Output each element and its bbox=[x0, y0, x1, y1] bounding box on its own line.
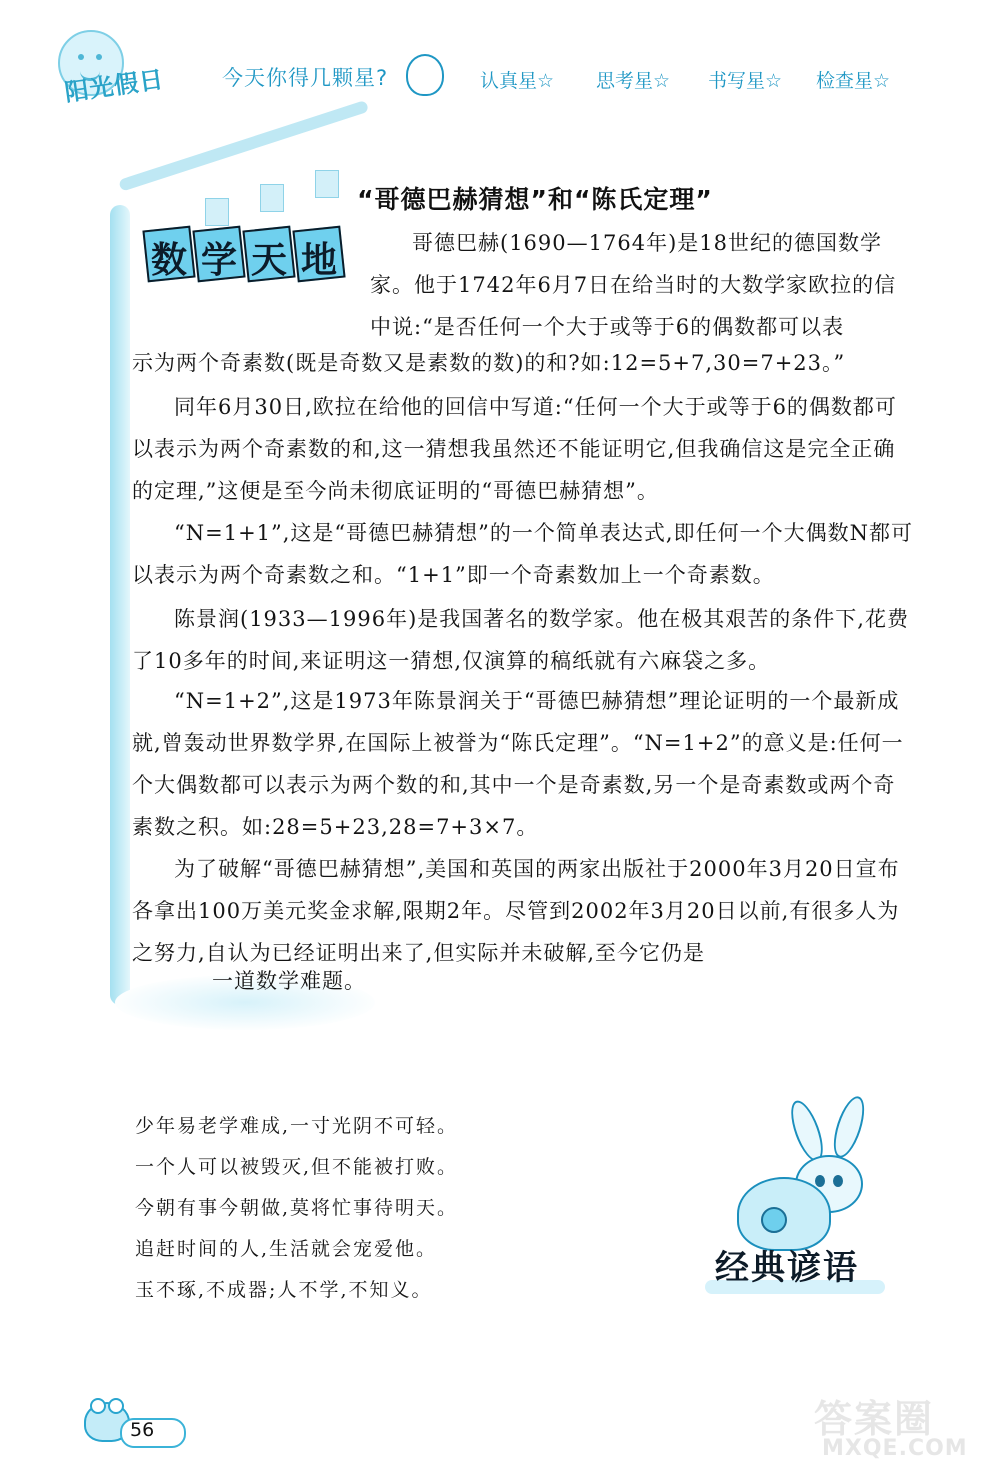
article-paragraph-3: “N=1+1”,这是“哥德巴赫猜想”的一个简单表达式,即任何一个大偶数N都可以表示为两个奇素数之和。“1+1”即一个奇素数加上一个奇素数。 bbox=[132, 521, 913, 587]
classic-proverbs-label: 经典谚语 bbox=[715, 1248, 859, 1288]
article-paragraph-2: 同年6月30日,欧拉在给他的回信中写道:“任何一个大于或等于6的偶数都可以表示为两个奇素数的和,这一猜想我虽然还不能证明它,但我确信这是完全正确的定理,”这便是至今尚未彻底证明的“哥德巴赫猜想”。 bbox=[132, 395, 897, 503]
proverb-item: 玉不琢,不成器;人不学,不知义。 bbox=[135, 1279, 433, 1301]
brand-title: 阳光假日 bbox=[62, 65, 166, 107]
proverb-item: 少年易老学难成,一寸光阴不可轻。 bbox=[135, 1115, 459, 1137]
watermark-url: MXQE.COM bbox=[822, 1436, 968, 1461]
section-badge bbox=[145, 228, 352, 288]
article-paragraph-4: 陈景润(1933—1996年)是我国著名的数学家。他在极其艰苦的条件下,花费了10多年的时间,来证明这一猜想,仅演算的稿纸就有六麻袋之多。 bbox=[132, 607, 909, 673]
star-rating-writing: 书写星☆ bbox=[708, 70, 783, 92]
decorative-tree-trunk bbox=[110, 205, 130, 1005]
article-paragraph-5: “N=1+2”,这是1973年陈景润关于“哥德巴赫猜想”理论证明的一个最新成就,曾轰动世界数学界,在国际上被誉为“陈氏定理”。“N=1+2”的意义是:任何一个大偶数都可以表示为两个数的和,其中一个是奇素数,另一个是奇素数或两个奇素数之积。如:28=5+23,28=7+3×7。 bbox=[132, 689, 904, 839]
watermark-logo bbox=[800, 1388, 995, 1463]
article-paragraph-6: 为了破解“哥德巴赫猜想”,美国和英国的两家出版社于2000年3月20日宣布各拿出100万美元奖金求解,限期2年。尽管到2002年3月20日以前,有很多人为之努力,自认为已经证明出来了,但实际并未破解,至今它仍是 bbox=[132, 857, 900, 965]
article-paragraph-1: 哥德巴赫(1690—1764年)是18世纪的德国数学家。他于1742年6月7日在给当时的大数学家欧拉的信中说:“是否任何一个大于或等于6的偶数都可以表 bbox=[370, 231, 897, 339]
page-header bbox=[0, 0, 1000, 120]
sun-eye-icon bbox=[78, 54, 84, 60]
article-title: “哥德巴赫猜想”和“陈氏定理” bbox=[357, 185, 713, 214]
article-paragraph-6-end: 一道数学难题。 bbox=[212, 969, 366, 993]
star-rating-checking: 检查星☆ bbox=[816, 70, 891, 92]
proverb-item: 今朝有事今朝做,莫将忙事待明天。 bbox=[135, 1197, 459, 1219]
section-title: 数学天地 bbox=[151, 240, 352, 281]
proverb-item: 追赶时间的人,生活就会宠爱他。 bbox=[135, 1238, 438, 1260]
doodle-face-icon bbox=[406, 54, 444, 96]
proverb-item: 一个人可以被毁灭,但不能被打败。 bbox=[135, 1156, 459, 1178]
page-number: 56 bbox=[130, 1419, 155, 1441]
star-rating-focus: 认真星☆ bbox=[480, 70, 555, 92]
article-paragraph-1-continued: 示为两个奇素数(既是奇数又是素数的数)的和?如:12=5+7,30=7+23。” bbox=[132, 351, 846, 375]
watermark-text: 答案圈 bbox=[814, 1397, 935, 1441]
proverb-list bbox=[135, 1106, 635, 1311]
star-question: 今天你得几颗星? bbox=[222, 66, 389, 90]
star-rating-thinking: 思考星☆ bbox=[596, 70, 671, 92]
sun-eye-icon bbox=[96, 54, 102, 60]
